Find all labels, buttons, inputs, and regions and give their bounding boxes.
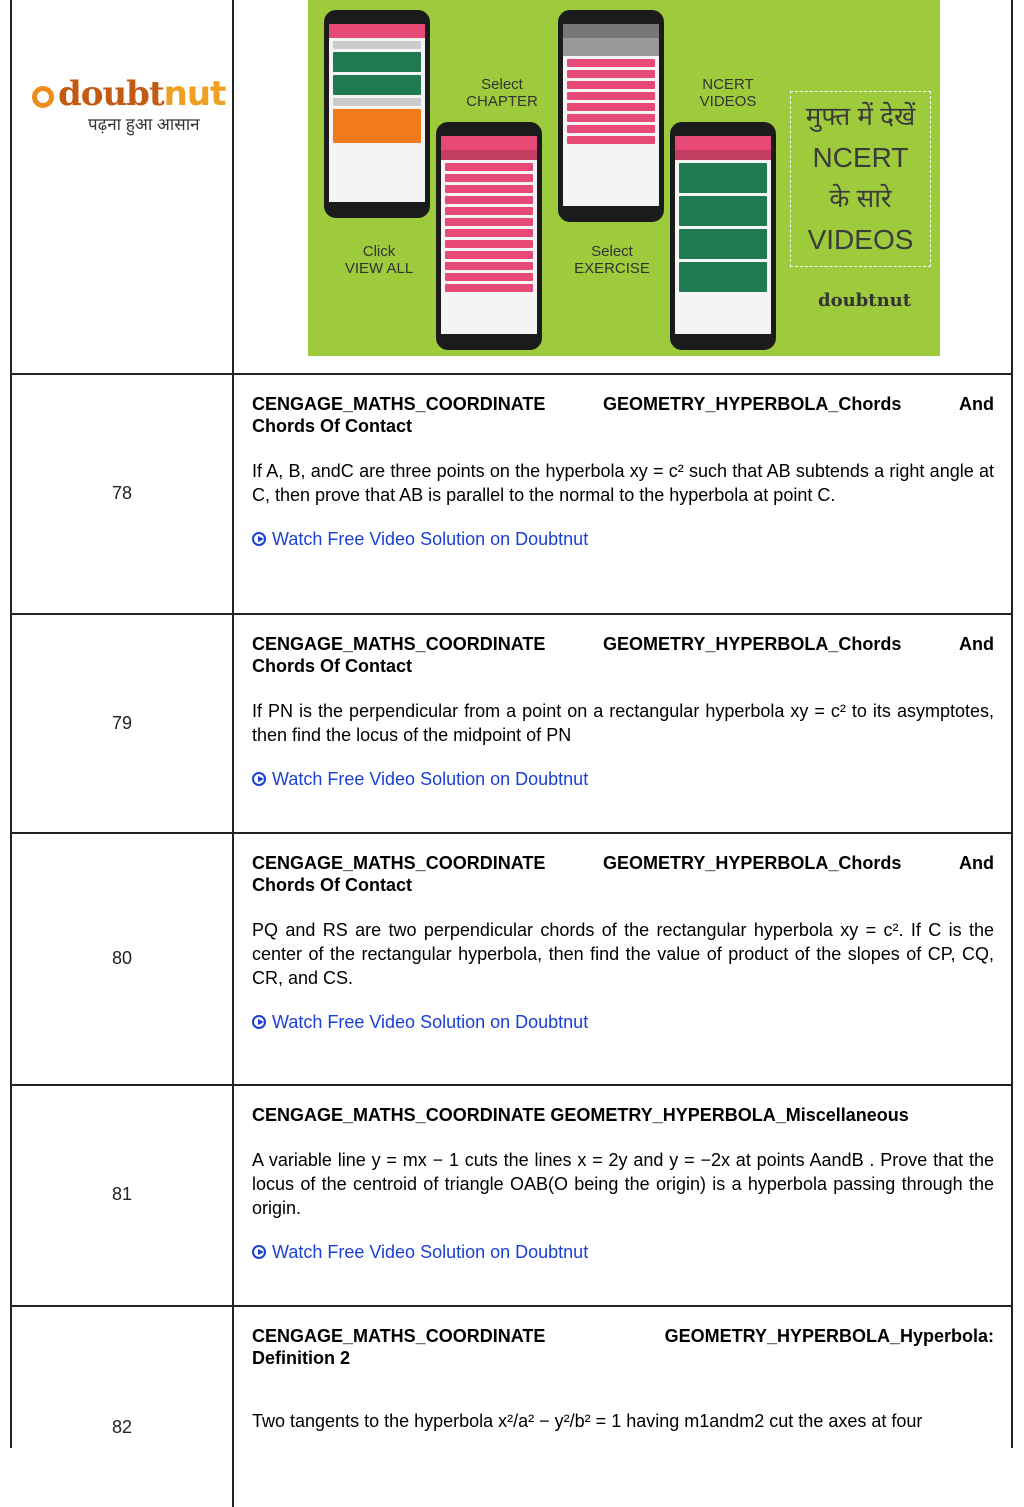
watch-video-label: Watch Free Video Solution on Doubtnut: [272, 1242, 589, 1262]
title-part: GEOMETRY_HYPERBOLA_Chords: [602, 853, 902, 873]
label-ncert-videos: NCERT VIDEOS: [699, 76, 757, 110]
question-number: 78: [111, 483, 133, 503]
question-title: CENGAGE_MATHS_COORDINATE GEOMETRY_HYPERBOLA_Miscellaneous: [252, 1105, 909, 1125]
promo-line3: के सारे: [829, 183, 892, 213]
number-cell: [12, 834, 234, 1084]
question-title-line2: Chords Of Contact: [252, 656, 412, 676]
question-text: PQ and RS are two perpendicular chords of the rectangular hyperbola xy = c². If C is the center of the rectangular hyperbola, then find the value of product of the slopes of CP, CQ, CR, and CS.: [252, 920, 994, 988]
banner-logo: doubtnut: [818, 290, 912, 311]
question-row-79: [12, 615, 1011, 834]
watch-video-link[interactable]: [252, 1010, 994, 1034]
title-part: And: [958, 634, 994, 654]
logo-word-a: doubt: [58, 74, 164, 114]
play-circle-icon: [252, 1015, 266, 1029]
question-title-line2: Chords Of Contact: [252, 416, 412, 436]
question-number: 82: [111, 1417, 133, 1437]
logo-wordmark: [32, 74, 232, 114]
question-text: A variable line y = mx − 1 cuts the lines x = 2y and y = −2x at points AandB . Prove that the locus of the centroid of triangle OAB(O being the origin) is a hyperbola passing through the origin.: [252, 1150, 994, 1218]
question-title: [252, 393, 994, 415]
watch-video-label: Watch Free Video Solution on Doubtnut: [272, 529, 589, 549]
logo-word-b: nut: [163, 74, 226, 114]
play-circle-icon: [252, 1245, 266, 1259]
title-part: GEOMETRY_HYPERBOLA_Chords: [602, 634, 902, 654]
question-number: 79: [111, 713, 133, 733]
number-cell: [12, 1307, 234, 1507]
question-title-line2: Chords Of Contact: [252, 875, 412, 895]
doubtnut-logo: [32, 74, 232, 135]
promo-line2: NCERT: [812, 142, 909, 173]
question-number: 81: [111, 1184, 133, 1204]
title-part: CENGAGE_MATHS_COORDINATE: [252, 394, 546, 414]
watch-video-link[interactable]: [252, 527, 994, 551]
title-part: And: [958, 394, 994, 414]
logo-mark-icon: [32, 86, 54, 108]
number-cell: [12, 615, 234, 832]
phone-mockup-videos: [670, 122, 776, 350]
promo-line1: मुफ्त में देखें: [805, 101, 916, 131]
question-title: [252, 633, 994, 655]
question-row-78: [12, 375, 1011, 615]
question-row-80: [12, 834, 1011, 1086]
question-number: 80: [111, 948, 133, 968]
question-title: [252, 852, 994, 874]
question-text: Two tangents to the hyperbola x²/a² − y²/b² = 1 having m1andm2 cut the axes at four: [252, 1411, 923, 1431]
question-text: If PN is the perpendicular from a point on a rectangular hyperbola xy = c² to its asymptotes, then find the locus of the midpoint of PN: [252, 701, 994, 745]
phone-mockup-library: [324, 10, 430, 218]
question-text: If A, B, andC are three points on the hyperbola xy = c² such that AB subtends a right angle at C, then prove that AB is parallel to the normal to the hyperbola at point C.: [252, 461, 994, 505]
label-select-chapter: Select CHAPTER: [466, 76, 538, 110]
title-part: CENGAGE_MATHS_COORDINATE: [252, 1326, 546, 1346]
promo-box: [790, 91, 931, 267]
promo-line4: VIDEOS: [807, 224, 914, 255]
number-cell: [12, 1086, 234, 1305]
watch-video-label: Watch Free Video Solution on Doubtnut: [272, 769, 589, 789]
ncert-promo-banner[interactable]: [308, 0, 940, 356]
watch-video-link[interactable]: [252, 767, 994, 791]
label-select-exercise: Select EXERCISE: [574, 243, 650, 277]
phone-mockup-chapters: [436, 122, 542, 350]
phone-mockup-exercises: [558, 10, 664, 222]
question-table: [10, 0, 1013, 1448]
play-circle-icon: [252, 772, 266, 786]
question-title-line2: Definition 2: [252, 1348, 350, 1368]
watch-video-label: Watch Free Video Solution on Doubtnut: [272, 1012, 589, 1032]
title-part: GEOMETRY_HYPERBOLA_Chords: [602, 394, 902, 414]
logo-cell: [12, 0, 234, 373]
play-circle-icon: [252, 532, 266, 546]
question-row-81: [12, 1086, 1011, 1307]
header-row: [12, 0, 1011, 375]
label-click-view-all: Click VIEW ALL: [344, 243, 414, 277]
question-title: [252, 1325, 994, 1347]
title-part: CENGAGE_MATHS_COORDINATE: [252, 634, 546, 654]
logo-tagline: पढ़ना हुआ आसान: [88, 115, 200, 134]
question-row-82: [12, 1307, 1011, 1507]
number-cell: [12, 375, 234, 613]
title-part: CENGAGE_MATHS_COORDINATE: [252, 853, 546, 873]
title-part: GEOMETRY_HYPERBOLA_Hyperbola:: [664, 1326, 994, 1346]
title-part: And: [958, 853, 994, 873]
watch-video-link[interactable]: [252, 1240, 994, 1264]
